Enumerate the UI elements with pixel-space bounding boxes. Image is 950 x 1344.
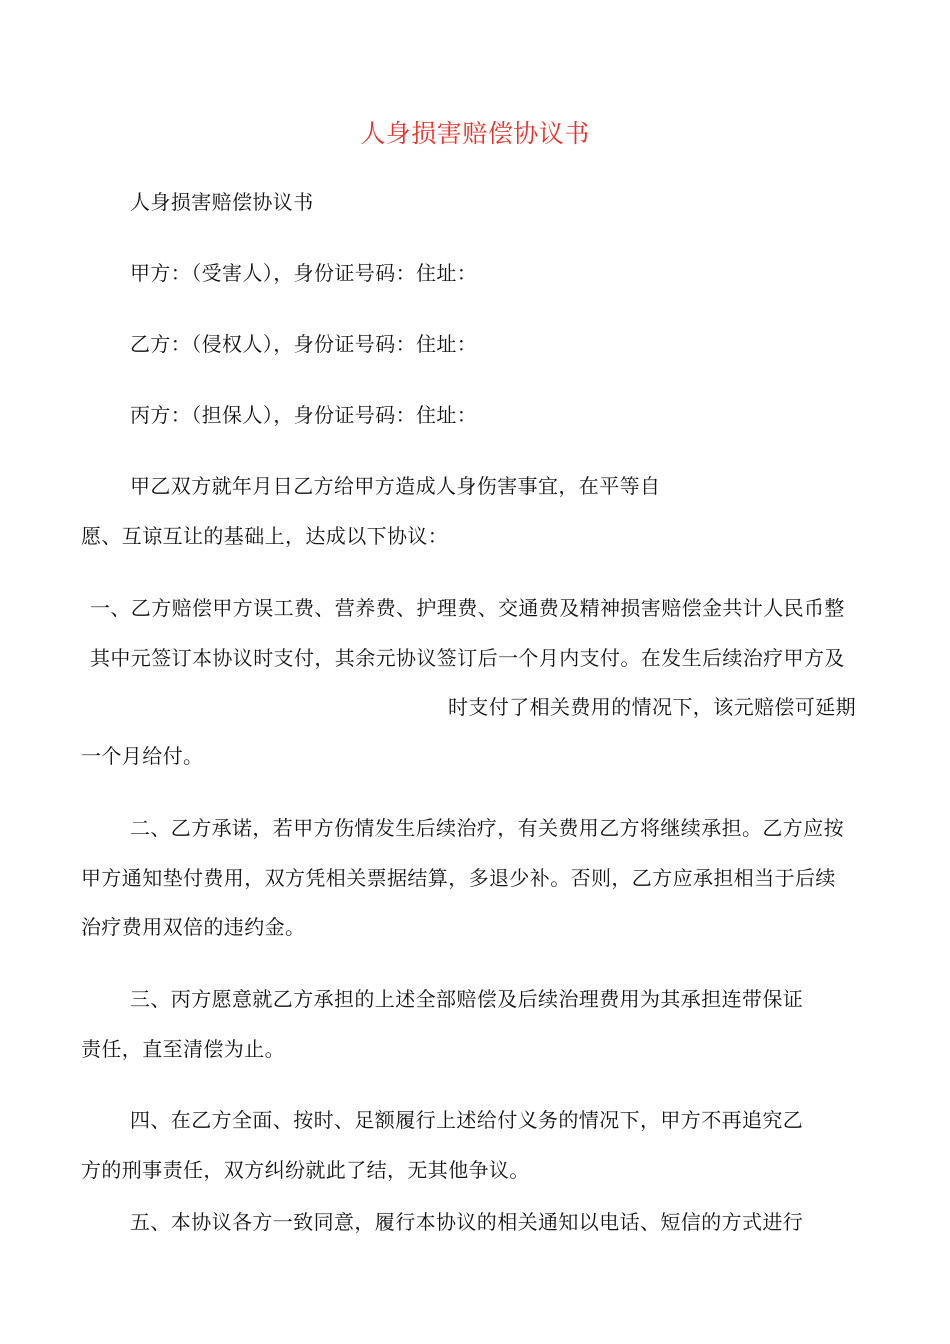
clause-4-line-1: 四、在乙方全面、按时、足额履行上述给付义务的情况下，甲方不再追究乙 bbox=[130, 1108, 804, 1132]
clause-2-line-3: 治疗费用双倍的违约金。 bbox=[81, 915, 306, 939]
clause-2-line-2: 甲方通知垫付费用，双方凭相关票据结算，多退少补。否则，乙方应承担相当于后续 bbox=[81, 866, 836, 890]
intro-line-2: 愿、互谅互让的基础上，达成以下协议： bbox=[81, 524, 449, 548]
clause-4-line-2: 方的刑事责任，双方纠纷就此了结，无其他争议。 bbox=[81, 1158, 530, 1182]
party-c-line: 丙方：（担保人），身份证号码：住址： bbox=[130, 403, 478, 427]
clause-1-line-3: 时支付了相关费用的情况下，该元赔偿可延期 bbox=[448, 695, 856, 719]
subtitle: 人身损害赔偿协议书 bbox=[130, 190, 314, 214]
clause-2-line-1: 二、乙方承诺，若甲方伤情发生后续治疗，有关费用乙方将继续承担。乙方应按 bbox=[130, 816, 844, 840]
party-a-line: 甲方：（受害人），身份证号码：住址： bbox=[130, 261, 478, 285]
intro-line-1: 甲乙双方就年月日乙方给甲方造成人身伤害事宜，在平等自 bbox=[130, 474, 661, 498]
clause-3-line-1: 三、丙方愿意就乙方承担的上述全部赔偿及后续治理费用为其承担连带保证 bbox=[130, 987, 804, 1011]
clause-1-line-4: 一个月给付。 bbox=[81, 744, 204, 768]
party-b-line: 乙方：（侵权人），身份证号码：住址： bbox=[130, 332, 478, 356]
clause-5-line-1: 五、本协议各方一致同意，履行本协议的相关通知以电话、短信的方式进行 bbox=[130, 1210, 804, 1234]
clause-1-line-1: 一、乙方赔偿甲方误工费、营养费、护理费、交通费及精神损害赔偿金共计人民币整 bbox=[90, 596, 845, 620]
document-title: 人身损害赔偿协议书 bbox=[360, 119, 590, 148]
clause-1-line-2: 其中元签订本协议时支付，其余元协议签订后一个月内支付。在发生后续治疗甲方及 bbox=[90, 646, 845, 670]
clause-3-line-2: 责任，直至清偿为止。 bbox=[81, 1037, 285, 1061]
